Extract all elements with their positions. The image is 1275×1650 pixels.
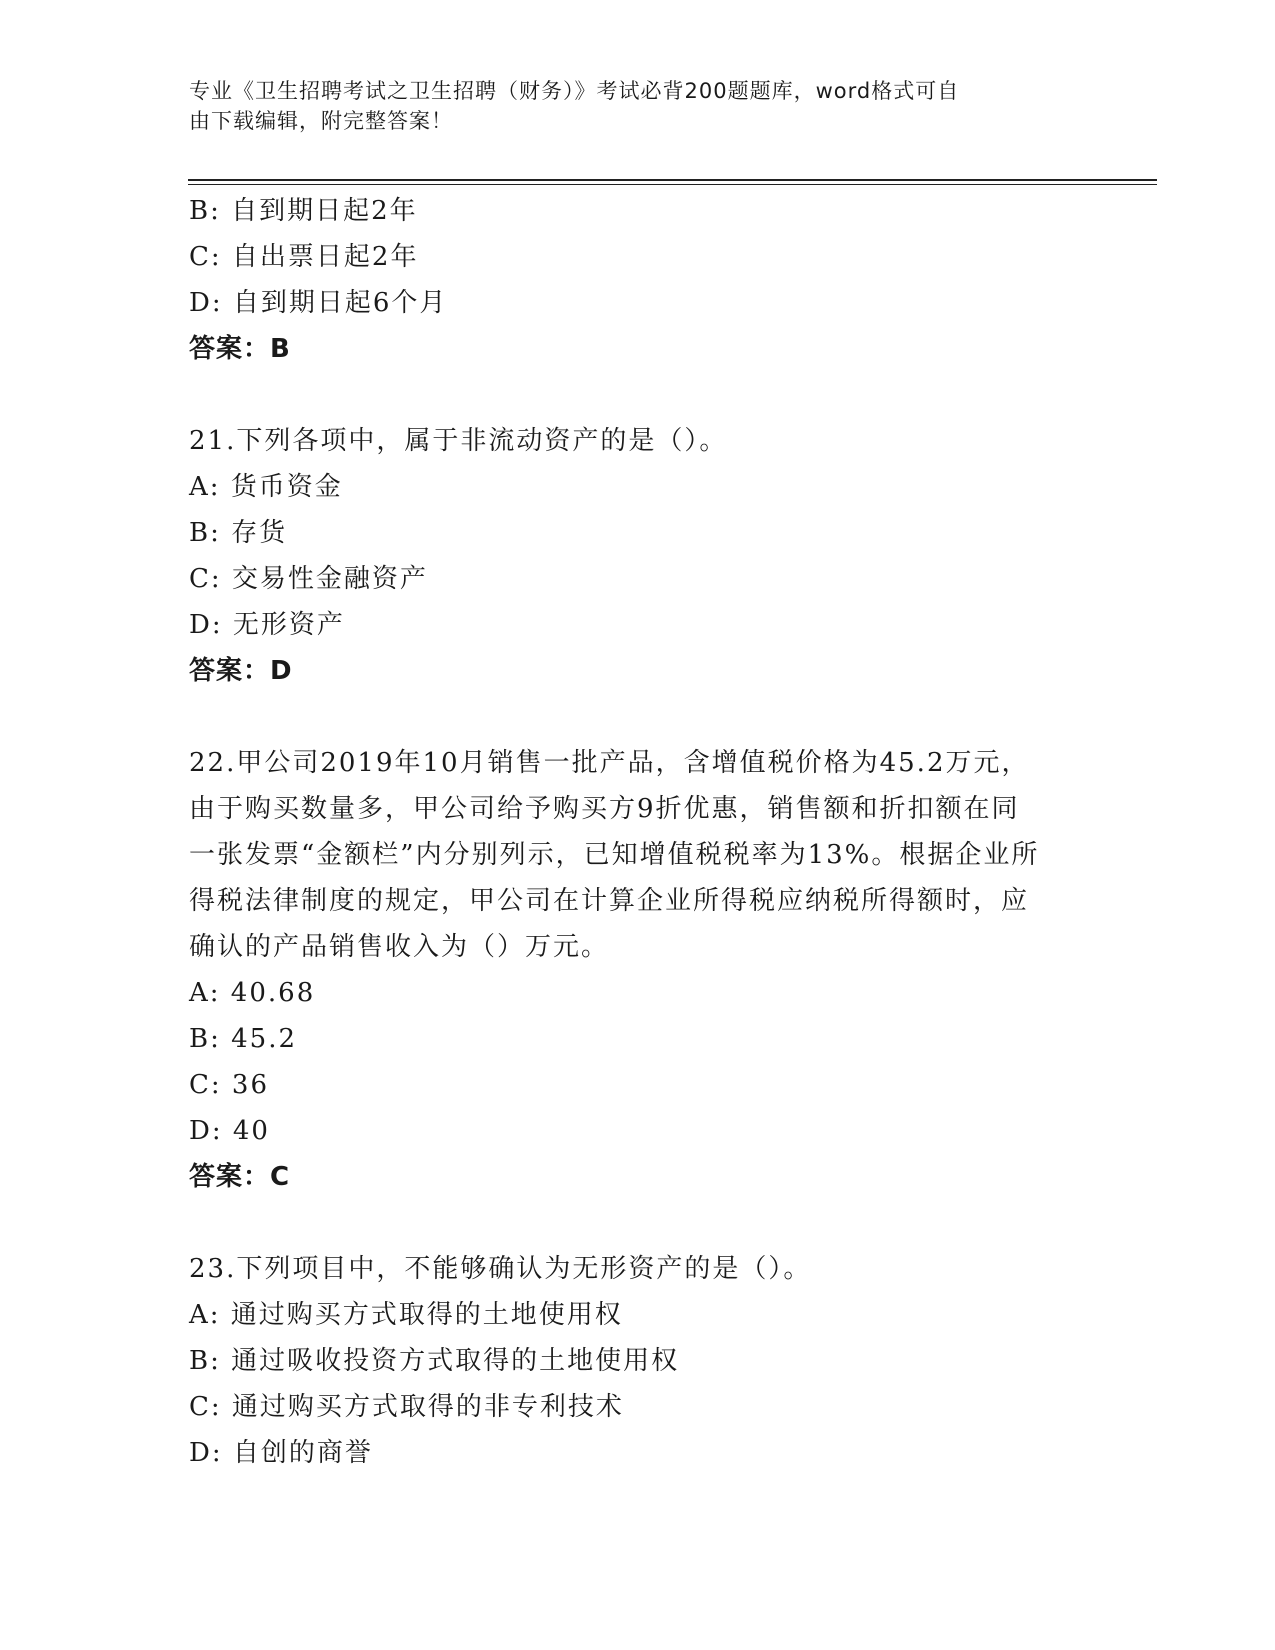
header-line-1: 专业《卫生招聘考试之卫生招聘（财务）》考试必背200题题库，word格式可自 [189, 79, 960, 103]
question-stem-line-1: 22.甲公司2019年10月销售一批产品，含增值税价格为45.2万元， [189, 748, 1030, 778]
option-a: A: 40.68 [189, 978, 316, 1008]
prev-question-block [189, 188, 1089, 372]
header-line-2: 由下载编辑，附完整答案！ [189, 109, 453, 133]
question-stem: 21.下列各项中，属于非流动资产的是（）。 [189, 426, 728, 456]
option-d: D: 自到期日起6个月 [189, 288, 448, 318]
answer-line: 答案：D [189, 656, 293, 686]
spacer [189, 694, 1089, 740]
option-d: D: 40 [189, 1116, 270, 1146]
spacer [189, 372, 1089, 418]
question-stem-line-3: 一张发票“金额栏”内分别列示，已知增值税税率为13%。根据企业所 [189, 840, 1040, 870]
header-divider-thin [188, 184, 1157, 185]
question-21-block [189, 418, 1089, 694]
option-c: C: 36 [189, 1070, 270, 1100]
option-c: C: 交易性金融资产 [189, 564, 428, 594]
question-content [189, 188, 1089, 1476]
question-22-block [189, 740, 1089, 1200]
option-c: C: 通过购买方式取得的非专利技术 [189, 1392, 624, 1422]
question-23-block [189, 1246, 1089, 1476]
answer-line: 答案：B [189, 334, 291, 364]
question-stem: 23.下列项目中，不能够确认为无形资产的是（）。 [189, 1254, 812, 1284]
option-a: A: 通过购买方式取得的土地使用权 [189, 1300, 623, 1330]
option-d: D: 自创的商誉 [189, 1438, 373, 1468]
question-stem-line-5: 确认的产品销售收入为（）万元。 [189, 932, 610, 962]
option-c: C: 自出票日起2年 [189, 242, 419, 272]
question-stem-line-2: 由于购买数量多，甲公司给予购买方9折优惠，销售额和折扣额在同 [189, 794, 1020, 824]
option-b: B: 存货 [189, 518, 288, 548]
option-b: B: 45.2 [189, 1024, 298, 1054]
question-stem-line-4: 得税法律制度的规定，甲公司在计算企业所得税应纳税所得额时，应 [189, 886, 1030, 916]
header-divider-thick [188, 179, 1157, 181]
spacer [189, 1200, 1089, 1246]
option-d: D: 无形资产 [189, 610, 345, 640]
option-b: B: 自到期日起2年 [189, 196, 418, 226]
option-a: A: 货币资金 [189, 472, 343, 502]
answer-line: 答案：C [189, 1162, 291, 1192]
document-header [189, 76, 1079, 136]
option-b: B: 通过吸收投资方式取得的土地使用权 [189, 1346, 680, 1376]
